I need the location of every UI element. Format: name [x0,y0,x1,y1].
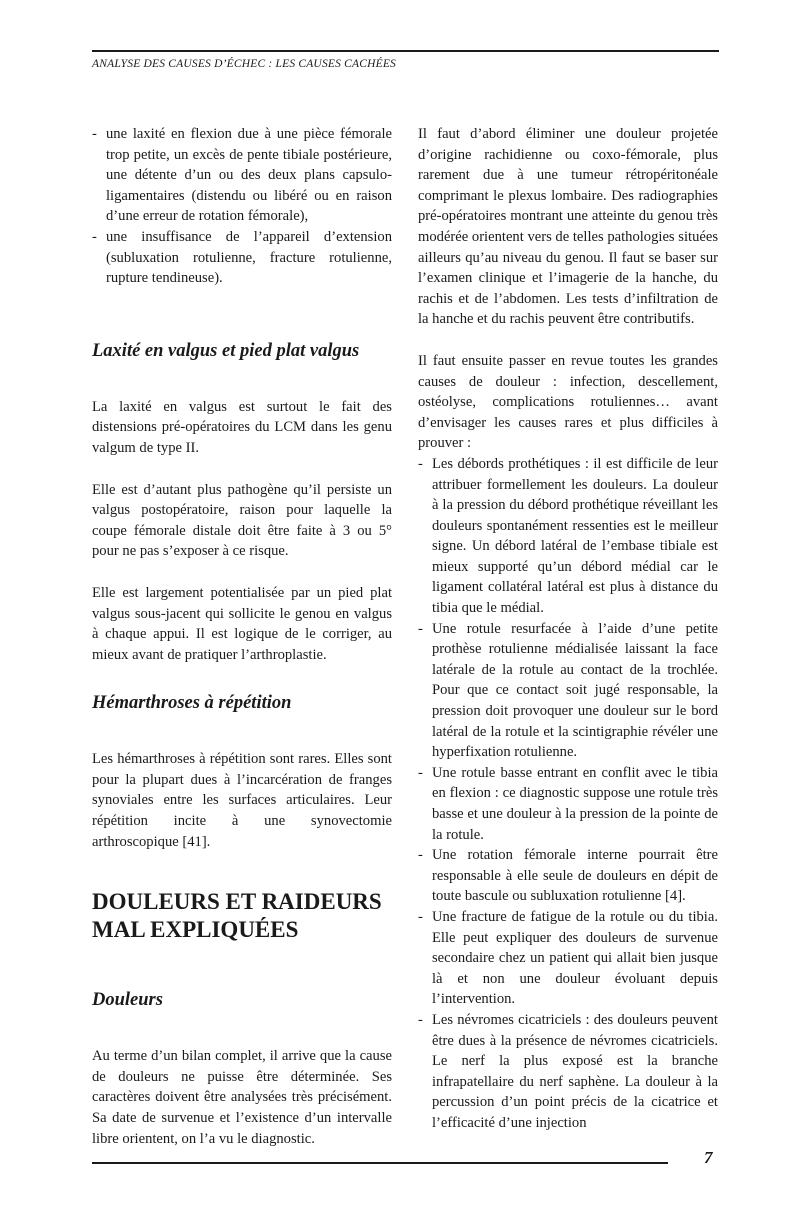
list-item: - Une rotule resurfacée à l’aide d’une petite prothèse rotulienne médialisée laissant la face latérale de la rotule au contact de la trochlée. Pour que ce contact soit jugé responsable, la pression doit provoquer une douleur sur le bord latéral de la rotule et la scintigraphie révéler une hyperfixation rotulienne. [418,619,718,763]
header-rule [92,50,719,52]
page-number: 7 [704,1148,713,1167]
paragraph: Elle est d’autant plus pathogène qu’il persiste un valgus postopératoire, raison pour laquelle la coupe fémorale distale doit être faite à 3 ou 5° pour ne pas s’exposer à ce risque. [92,481,392,560]
paragraph: Elle est largement potentialisée par un pied plat valgus sous-jacent qui sollicite le genou en valgus à chaque appui. Il est logique de le corriger, au mieux avant de pratiquer l’arthroplastie. [92,584,392,663]
chapter-heading: DOULEURS ET RAIDEURS MAL EXPLIQUÉES [92,889,382,943]
list-item: - Une fracture de fatigue de la rotule ou du tibia. Elle peut expliquer des douleurs de survenue secondaire chez un patient qui allait bien jusque là et non une douleur évoluant depuis l’intervention. [418,907,718,1010]
laxity-causes-list [92,124,392,289]
rare-causes-list [418,454,718,1134]
list-item: - Les névromes cicatriciels : des douleurs peuvent être dues à la présence de névromes cicatriciels. Le nerf la plus exposé est la branche infrapatellaire du nerf saphène. La douleur à la percussion d’un point précis de la cicatrice et l’efficacité d’une injection [418,1010,718,1134]
list-item: - une insuffisance de l’appareil d’extension (subluxation rotulienne, fracture rotulienne, rupture tendineuse). [92,227,392,289]
running-head: ANALYSE DES CAUSES D’ÉCHEC : LES CAUSES CACHÉES [92,58,397,70]
list-item: - Les débords prothétiques : il est difficile de leur attribuer formellement les douleurs. La douleur à la pression du débord prothétique réveillant les douleurs spontanément ressenties est le meilleur signe. Un débord latéral de l’embase tibiale est mieux supporté qu’un débord médial car le ligament collatéral latéral est plus à distance du tibia que le médial. [418,454,718,619]
list-item: - Une rotule basse entrant en conflit avec le tibia en flexion : ce diagnostic suppose une rotule très basse et une douleur à la pression de la pointe de la rotule. [418,763,718,845]
list-item: - Une rotation fémorale interne pourrait être responsable à elle seule de douleurs en dépit de toute bascule ou subluxation rotulienne [4]. [418,845,718,907]
paragraph: Les hémarthroses à répétition sont rares. Elles sont pour la plupart dues à l’incarcération de franges synoviales entre les surfaces articulaires. Leur répétition incite à une synovectomie arthroscopique [41]. [92,751,392,850]
right-column [418,124,718,1134]
paragraph: Au terme d’un bilan complet, il arrive que la cause de douleurs ne puisse être déterminée. Ses caractères doivent être analysées très précisément. Sa date de survenue et l’existence d’un intervalle libre orientent, on l’a vu le diagnostic. [92,1048,392,1147]
section-heading-hemarthroses: Hémarthroses à répétition [92,693,292,714]
left-column [92,124,392,1170]
paragraph: Il faut ensuite passer en revue toutes les grandes causes de douleur : infection, descellement, ostéolyse, complications rotuliennes… avant d’envisager les causes rares et plus difficiles à prouver : [418,352,718,452]
list-item: - une laxité en flexion due à une pièce fémorale trop petite, un excès de pente tibiale postérieure, une détente d’un ou des deux plans capsulo-ligamentaires (distendu ou libéré ou en raison d’une erreur de rotation fémorale), [92,124,392,227]
section-heading-douleurs: Douleurs [92,990,163,1011]
footer-rule [92,1162,668,1164]
paragraph: Il faut d’abord éliminer une douleur projetée d’origine rachidienne ou coxo-fémorale, plus rarement due à une tumeur rétropéritonéale comprimant le plexus lombaire. Des radiographies pré-opératoires montrant une atteinte du genou très modérée orientent vers de telles pathologies situées ailleurs qu’au niveau du genou. Il faut se baser sur l’examen clinique et l’imagerie de la hanche, du rachis et de l’abdomen. Les tests d’infiltration de la hanche et du rachis peuvent être contributifs. [418,126,718,328]
paragraph: La laxité en valgus est surtout le fait des distensions pré-opératoires du LCM dans les genu valgum de type II. [92,398,392,456]
section-heading-laxite: Laxité en valgus et pied plat valgus [92,340,360,361]
